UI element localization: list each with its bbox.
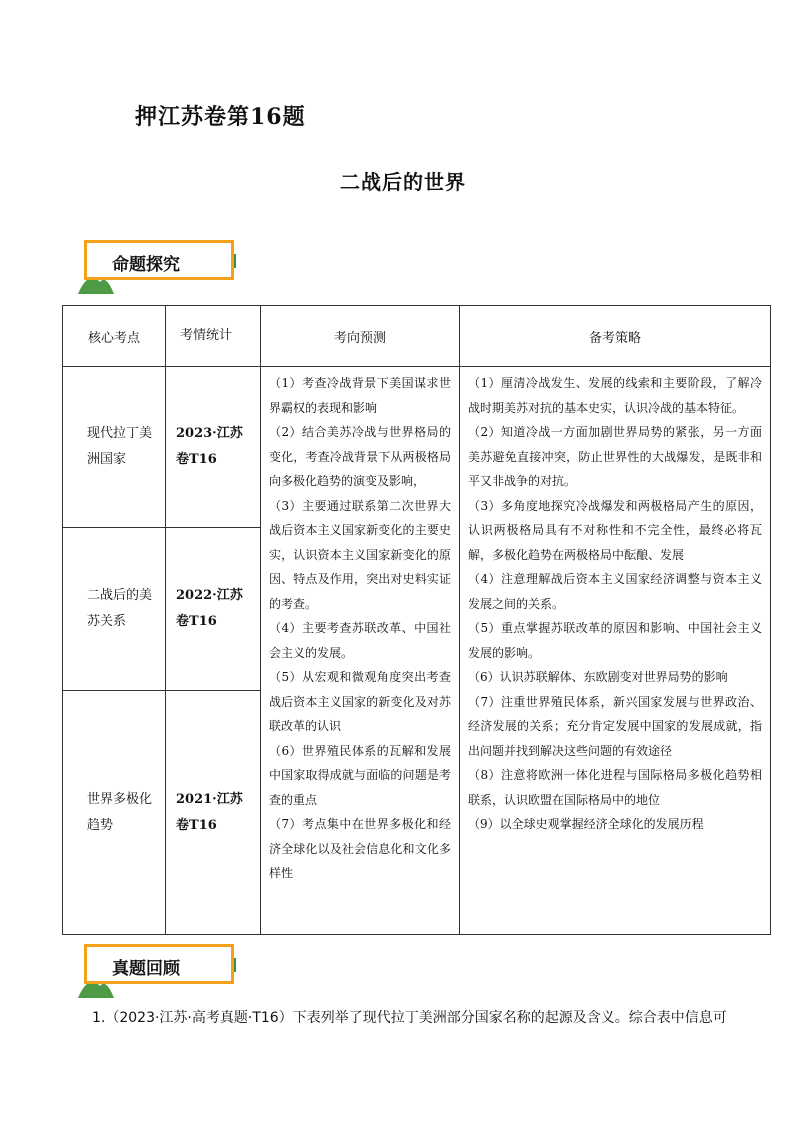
header-topic: 核心考点 — [63, 306, 166, 367]
header-strategy: 备考策略 — [460, 306, 771, 367]
header-stat: 考情统计 — [166, 306, 261, 367]
section-badge-exploration — [76, 240, 246, 296]
table-row — [63, 367, 771, 528]
exam-plan-table — [62, 305, 771, 935]
strategy-cell: （1）厘清冷战发生、发展的线索和主要阶段，了解冷战时期美苏对抗的基本史实，认识冷战的基本特征。 （2）知道冷战一方面加剧世界局势的紧张，另一方面美苏避免直接冲突，防止世界性的大战爆发，是既非和平又非战争的对抗。 （3）多角度地探究冷战爆发和两极格局产生的原因，认识两极格局具有不对称性和不完全性，最终必将瓦解，多极化趋势在两极格局中酝酿、发展 （4）注意理解战后资本主义国家经济调整与资本主义发展之间的关系。 （5）重点掌握苏联改革的原因和影响、中国社会主义发展的影响。 （6）认识苏联解体、东欧剧变对世界局势的影响 （7）注重世界殖民体系，新兴国家发展与世界政治、经济发展的关系；充分肯定发展中国家的发展成就，指出问题并找到解决这些问题的有效途径 （8）注意将欧洲一体化进程与国际格局多极化趋势相联系，认识欧盟在国际格局中的地位 （9）以全球史观掌握经济全球化的发展历程 — [460, 367, 771, 935]
section-badge-review — [76, 944, 246, 1000]
topic-cell: 现代拉丁美洲国家 — [63, 367, 166, 528]
page-subtitle: 二战后的世界 — [340, 170, 466, 194]
topic-cell: 世界多极化趋势 — [63, 691, 166, 935]
stat-cell: 2021·江苏卷T16 — [166, 691, 261, 935]
topic-cell: 二战后的美苏关系 — [63, 528, 166, 691]
table-header-row — [63, 306, 771, 367]
question-text: 1.（2023·江苏·高考真题·T16）下表列举了现代拉丁美洲部分国家名称的起源及含义。综合表中信息可 — [92, 1010, 727, 1026]
stat-cell: 2022·江苏卷T16 — [166, 528, 261, 691]
page-title: 押江苏卷第16题 — [135, 104, 306, 130]
section-title-exploration: 命题探究 — [112, 255, 180, 275]
stat-cell: 2023·江苏卷T16 — [166, 367, 261, 528]
header-forecast: 考向预测 — [261, 306, 460, 367]
section-title-review: 真题回顾 — [112, 959, 180, 979]
forecast-cell: （1）考查冷战背景下美国谋求世界霸权的表现和影响 （2）结合美苏冷战与世界格局的变化，考查冷战背景下从两极格局向多极化趋势的演变及影响， （3）主要通过联系第二次世界大战后资本主义国家新变化的主要史实，认识资本主义国家新变化的原因、特点及作用，突出对史料实证的考查。 （4）主要考查苏联改革、中国社会主义的发展。 （5）从宏观和微观角度突出考查战后资本主义国家的新变化及对苏联改革的认识 （6）世界殖民体系的瓦解和发展中国家取得成就与面临的问题是考查的重点 （7）考点集中在世界多极化和经济全球化以及社会信息化和文化多样性 — [261, 367, 460, 935]
